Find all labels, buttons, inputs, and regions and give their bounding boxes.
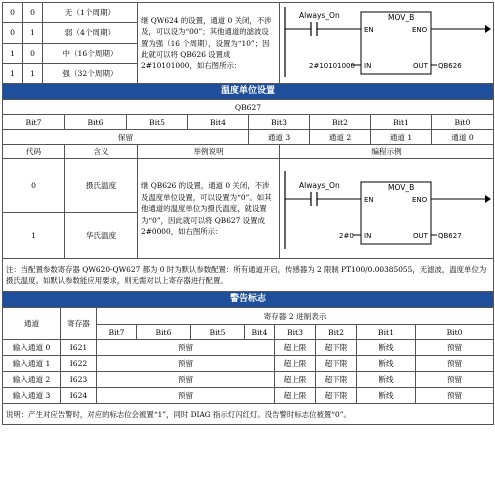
filter-label: 强（32个周期）	[43, 64, 138, 84]
bit-header: Bit3	[249, 115, 310, 130]
example-header: 举例说明	[138, 145, 280, 159]
out-pin: OUT	[412, 62, 428, 70]
channel-cell: 通道 1	[371, 130, 432, 145]
ladder-diagram-unit	[280, 159, 494, 259]
temp-unit-example-table	[2, 144, 494, 292]
reserved-cell: 预留	[97, 340, 275, 356]
bit-header: Bit3	[275, 325, 316, 340]
binary-header: 寄存器 2 进制表示	[97, 308, 494, 325]
bit-header: Bit0	[432, 115, 494, 130]
bit-value: 1	[3, 43, 23, 63]
alarm-note: 说明：产生对应告警时，对应的标志位会被置“1”，同时 DIAG 指示灯闪红灯。没告警时标志位被置“0”。	[3, 404, 494, 425]
table-row	[3, 3, 494, 23]
meaning-header: 含义	[65, 145, 138, 159]
code-cell: 0	[3, 159, 65, 213]
ladder-diagram-filter	[280, 3, 494, 84]
register-name: QB627	[3, 100, 494, 115]
alarm-table	[2, 291, 494, 425]
out-value: QB626	[437, 62, 462, 70]
bit-header-row	[3, 115, 494, 130]
bit-header: Bit1	[357, 325, 416, 340]
table-row	[3, 159, 494, 213]
block-title: MOV_B	[387, 182, 414, 192]
under-limit-cell: 超下限	[316, 388, 357, 404]
header-row	[3, 308, 494, 325]
register-header: 寄存器	[61, 308, 97, 340]
temp-unit-table	[2, 83, 494, 145]
register-cell: I621	[61, 340, 97, 356]
over-limit-cell: 超上限	[275, 388, 316, 404]
reserved-cell: 保留	[3, 130, 249, 145]
bit-value: 1	[3, 64, 23, 84]
over-limit-cell: 超上限	[275, 372, 316, 388]
reserved-cell: 预留	[416, 356, 494, 372]
bit-value: 0	[23, 3, 43, 23]
channel-cell: 通道 2	[310, 130, 371, 145]
channel-cell: 通道 0	[432, 130, 494, 145]
bit-assign-row	[3, 130, 494, 145]
filter-description: 继 QW624 的设置，通道 0 关闭，不涉及，可以设为“00”；其他通道的滤波设置为强（16 个周期），设置为“10”；因此就可以将 QB626 设置成 2#10101000，如右图所示：	[138, 3, 280, 84]
table-row	[3, 100, 494, 115]
unit-description: 继 QB626 的设置，通道 0 关闭，不涉及温度单位设置，可以设置为“0”。如其他通道的温度单位为摄氏温度，就设置为“0”，因此就可以将 QB627 设置成 2#0000，如右图所示：	[138, 159, 280, 259]
table-row	[3, 388, 494, 404]
break-cell: 断线	[357, 340, 416, 356]
section-title: 警告标志	[3, 292, 494, 308]
in-pin: IN	[363, 62, 371, 70]
register-cell: I624	[61, 388, 97, 404]
section-bar	[3, 84, 494, 100]
in-value: 2#10101000	[308, 62, 355, 70]
over-limit-cell: 超上限	[275, 340, 316, 356]
channel-cell: 通道 3	[249, 130, 310, 145]
en-pin: EN	[363, 26, 374, 34]
bit-header: Bit7	[97, 325, 137, 340]
bit-value: 1	[23, 23, 43, 43]
in-value: 2#0	[338, 231, 354, 240]
reserved-cell: 预留	[416, 340, 494, 356]
bit-header: Bit2	[310, 115, 371, 130]
note-row	[3, 259, 494, 292]
program-header: 编程示例	[280, 145, 494, 159]
register-cell: I622	[61, 356, 97, 372]
code-header: 代码	[3, 145, 65, 159]
contact-label: Always_On	[298, 180, 340, 190]
channel-cell: 输入通道 2	[3, 372, 61, 388]
ladder-svg	[281, 163, 493, 253]
table-row	[3, 356, 494, 372]
break-cell: 断线	[357, 356, 416, 372]
reserved-cell: 预留	[416, 372, 494, 388]
en-pin: EN	[363, 195, 374, 204]
bit-header: Bit0	[416, 325, 494, 340]
reserved-cell: 预留	[416, 388, 494, 404]
filter-table	[2, 2, 494, 84]
bit-value: 1	[23, 64, 43, 84]
filter-label: 无（1个周期）	[43, 3, 138, 23]
register-cell: I623	[61, 372, 97, 388]
reserved-cell: 预留	[97, 388, 275, 404]
bit-header: Bit4	[188, 115, 249, 130]
filter-label: 弱（4个周期）	[43, 23, 138, 43]
header-row	[3, 145, 494, 159]
section-bar	[3, 292, 494, 308]
under-limit-cell: 超下限	[316, 356, 357, 372]
channel-cell: 输入通道 0	[3, 340, 61, 356]
filter-label: 中（16个周期）	[43, 43, 138, 63]
bit-header: Bit6	[137, 325, 191, 340]
bit-header: Bit4	[245, 325, 275, 340]
bit-header: Bit2	[316, 325, 357, 340]
eno-pin: ENO	[411, 26, 427, 34]
code-cell: 1	[3, 213, 65, 259]
reserved-cell: 预留	[97, 372, 275, 388]
in-pin: IN	[363, 231, 371, 240]
ladder-svg	[281, 3, 493, 81]
bit-value: 0	[3, 3, 23, 23]
bit-value: 0	[3, 23, 23, 43]
table-row	[3, 340, 494, 356]
note-row	[3, 404, 494, 425]
table-row	[3, 372, 494, 388]
contact-label: Always_On	[298, 11, 340, 20]
break-cell: 断线	[357, 388, 416, 404]
over-limit-cell: 超上限	[275, 356, 316, 372]
channel-header: 通道	[3, 308, 61, 340]
config-note: 注：当配置参数寄存器 QW620-QW627 都为 0 时为默认参数配置：所有通道开启，传感器为 2 限制 PT100/0.00385055，无滤波，温度单位为摄氏温度。如默认参数能应用要求，则无需对以上寄存器进行配置。	[3, 259, 494, 292]
block-title: MOV_B	[387, 13, 414, 22]
channel-cell: 输入通道 3	[3, 388, 61, 404]
section-title: 温度单位设置	[3, 84, 494, 100]
under-limit-cell: 超下限	[316, 372, 357, 388]
reserved-cell: 预留	[97, 356, 275, 372]
bit-header: Bit6	[65, 115, 127, 130]
eno-pin: ENO	[411, 195, 427, 204]
bit-header: Bit7	[3, 115, 65, 130]
meaning-cell: 摄氏温度	[65, 159, 138, 213]
bit-value: 0	[23, 43, 43, 63]
bit-header: Bit5	[127, 115, 188, 130]
document-page	[0, 2, 495, 494]
meaning-cell: 华氏温度	[65, 213, 138, 259]
out-pin: OUT	[412, 231, 428, 240]
bit-header: Bit5	[191, 325, 245, 340]
channel-cell: 输入通道 1	[3, 356, 61, 372]
out-value: QB627	[437, 231, 462, 240]
break-cell: 断线	[357, 372, 416, 388]
under-limit-cell: 超下限	[316, 340, 357, 356]
bit-header: Bit1	[371, 115, 432, 130]
